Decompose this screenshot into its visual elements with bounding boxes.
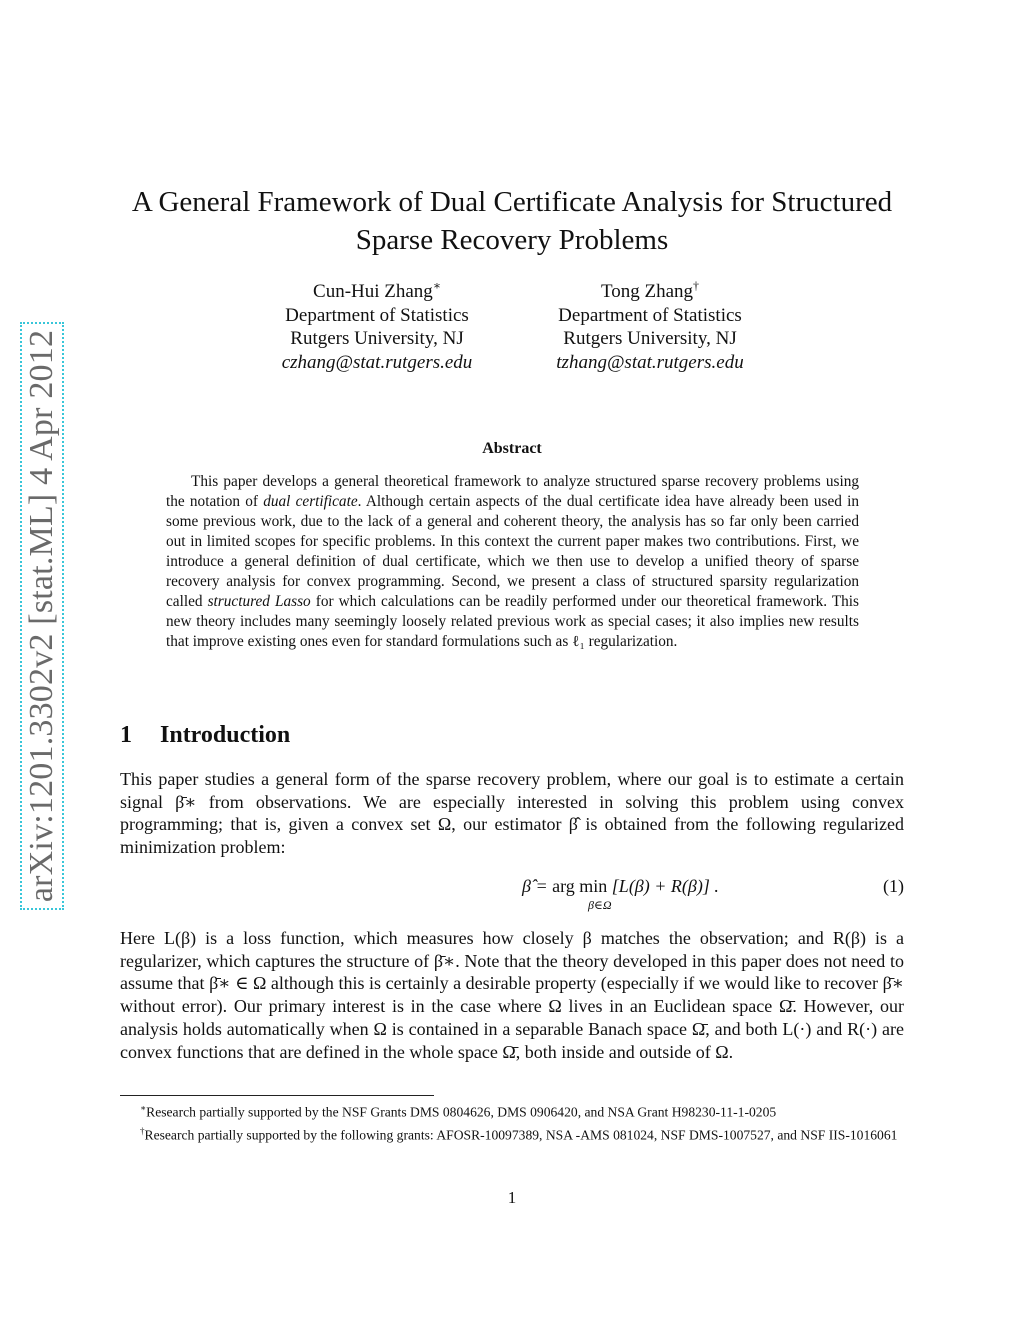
section-heading [120,722,290,749]
author-block-1 [262,280,492,374]
paragraph [120,927,904,1063]
author-email: tzhang@stat.rutgers.edu [556,351,744,373]
paragraph-text: Here L(β) is a loss function, which measures how closely β matches the observation; and R(β) is a regularizer, which captures the structure of β̄∗. Note that the theory developed in this paper does not need to assume that β̄∗ ∈ Ω although this is certainly a desirable property (especially if we would like to recover β̄∗ without error). Our primary interest is in the case where Ω lives in an Euclidean space Ω̄. However, our analysis holds automatically when Ω is contained in a separable Banach space Ω̄, and both L(·) and R(·) are convex functions that are defined in the whole space Ω̄, both inside and outside of Ω. [120,928,904,1062]
author-email: czhang@stat.rutgers.edu [281,351,473,373]
author-department: Department of Statistics [558,304,742,326]
equation-number: (1) [883,876,904,896]
abstract-text: for which calculations can be readily performed under our theoretical framework. This new theory includes many seemingly loosely related previous work as special cases; it also implies new results that improve existing ones even for standard formulations such as ℓ₁ regularization. [166,593,860,650]
arxiv-id: arXiv:1201.3302v2 [stat.ML] 4 Apr 2012 [23,329,60,903]
abstract-heading: Abstract [482,440,542,457]
author-department: Department of Statistics [285,304,469,326]
abstract-emphasis: structured Lasso [207,593,311,610]
footnote [120,1099,904,1122]
equation-1 [120,872,904,912]
paragraph [120,768,904,859]
arxiv-stamp [20,322,64,910]
section-number: 1 [120,722,132,748]
author-name: Cun-Hui Zhang [313,281,433,302]
footnote-mark: † [693,278,700,293]
abstract-emphasis: dual certificate [263,493,358,510]
author-block-2 [535,280,765,374]
author-affiliation: Rutgers University, NJ [290,328,464,349]
section-title: Introduction [160,722,291,748]
footnote-mark: ∗ [432,278,441,293]
footnote-text: Research partially supported by the following grants: AFOSR-10097389, NSA -AMS 081024, NSF DMS-1007527, and NSF IIS-1016061 [144,1127,898,1143]
equation-rhs: [L(β) + R(β)] . [607,876,719,896]
equation-subscript: β∈Ω [588,898,612,912]
footnote-rule [120,1095,434,1096]
footnote-mark: ∗ [140,1103,147,1113]
footnote-text: Research partially supported by the NSF Grants DMS 0804626, DMS 0906420, and NSA Grant H98230-11-1-0205 [146,1104,777,1120]
author-affiliation: Rutgers University, NJ [563,328,737,349]
equation-lhs: β̂ = [522,876,553,896]
page-number: 1 [507,1188,517,1207]
paragraph-text: This paper studies a general form of the sparse recovery problem, where our goal is to estimate a certain signal β̄∗ from observations. We are especially interested in solving this problem using convex programming; that is, given a convex set Ω, our estimator β̂ is obtained from the following regularized minimization problem: [120,769,904,858]
author-name: Tong Zhang [600,281,694,302]
footnote-mark: † [140,1126,145,1137]
equation-expression [522,876,719,912]
footnotes [120,1099,904,1145]
abstract-body [166,472,859,652]
paper-title: A General Framework of Dual Certificate Analysis for Structured Sparse Recovery Problems [131,186,893,256]
equation-operator: arg min [552,876,608,896]
footnote [120,1122,904,1145]
abstract-text: This paper develops a general theoretical framework to analyze structured sparse recovery problems using the notation of [166,473,859,510]
abstract-text: . Although certain aspects of the dual certificate idea have already been used in some previous work, due to the lack of a general and coherent theory, the analysis has so far only been carried out in limited scopes for specific problems. In this context the current paper makes two contributions. First, we introduce a general definition of dual certificate, which we then use to develop a unified theory of sparse recovery analysis for convex programming. Second, we present a class of structured sparsity regularization called [166,493,859,610]
